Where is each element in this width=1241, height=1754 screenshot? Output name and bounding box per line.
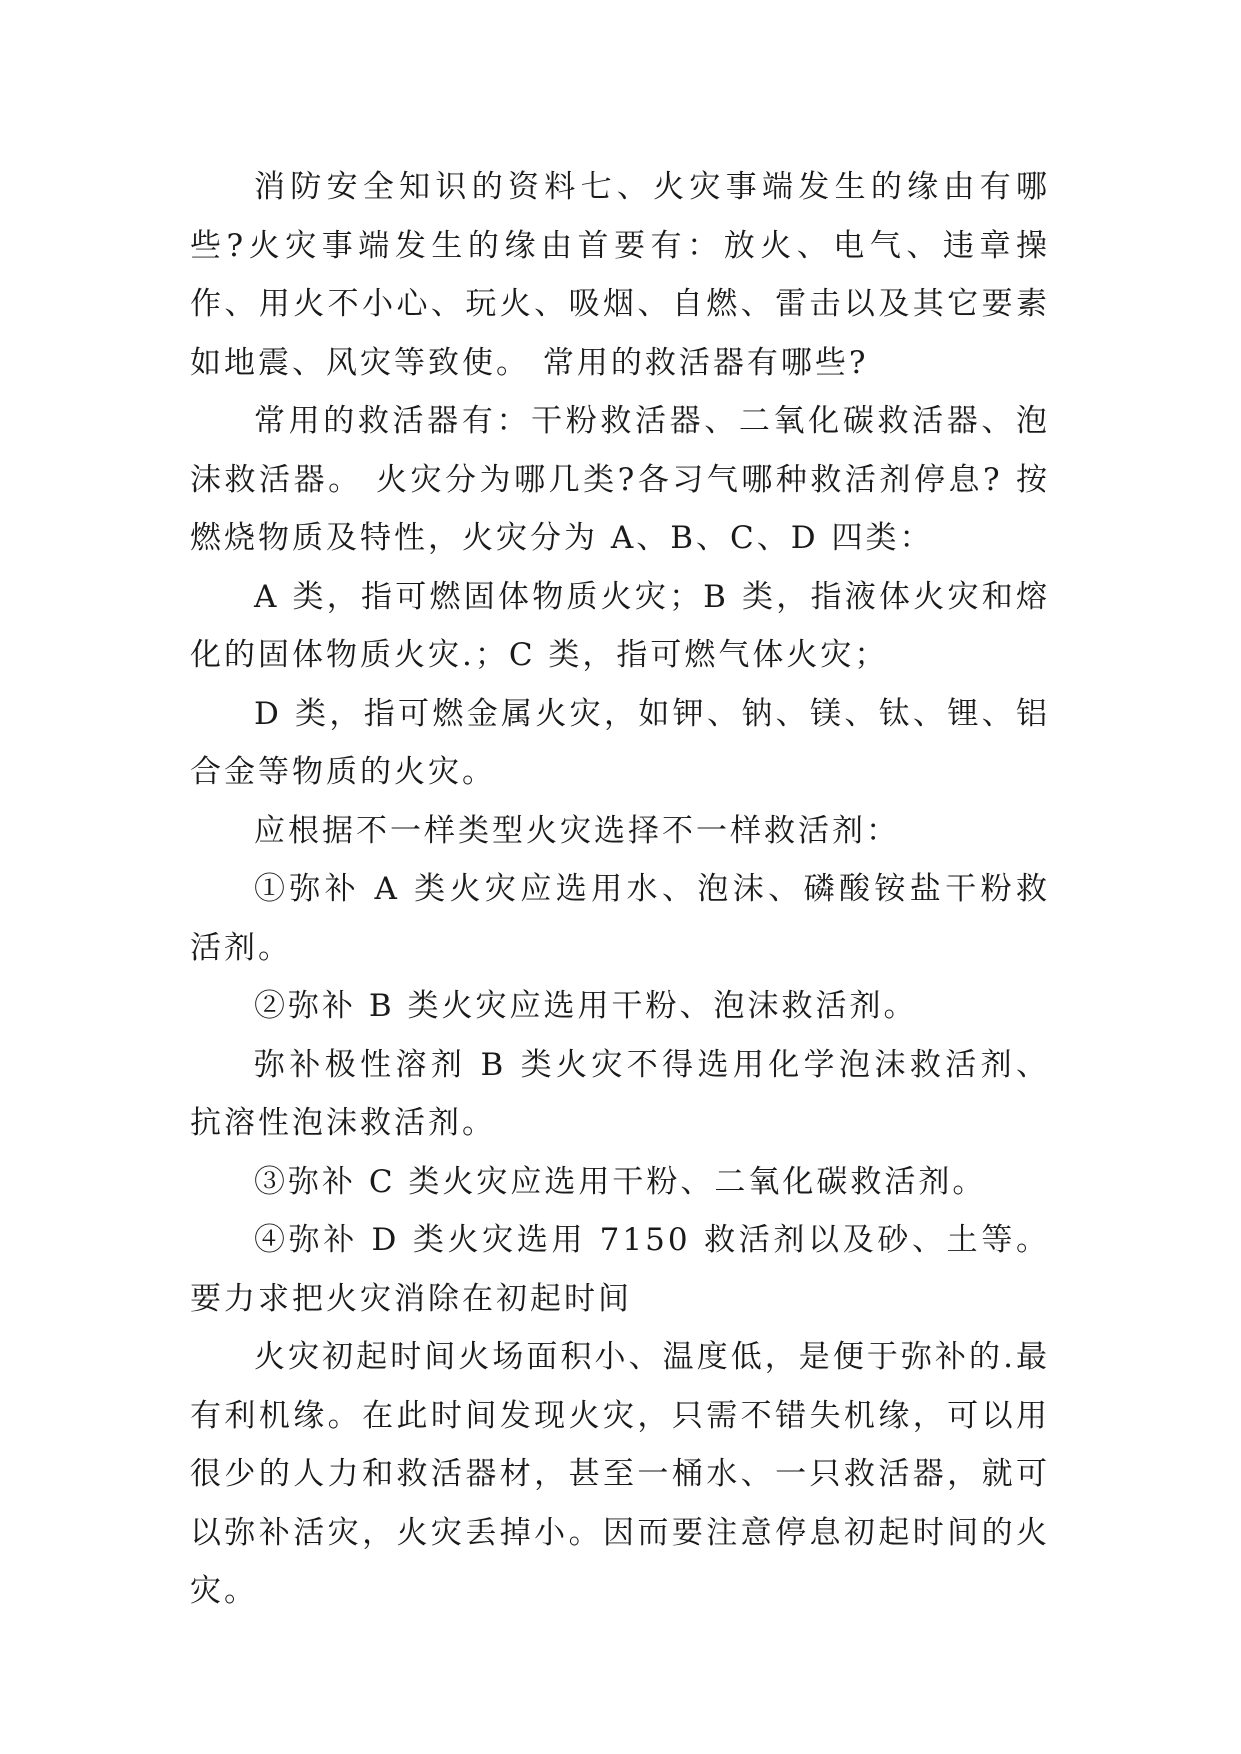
document-body — [190, 158, 1050, 1621]
paragraph: ②弥补 B 类火灾应选用干粉、泡沫救活剂。 — [254, 988, 918, 1024]
paragraph: D 类，指可燃金属火灾，如钾、钠、镁、钛、锂、铝合金等物质的火灾。 — [190, 695, 1050, 790]
paragraph: 火灾初起时间火场面积小、温度低，是便于弥补的.最有利机缘。在此时间发现火灾，只需不错失机缘，可以用很少的人力和救活器材，甚至一桶水、一只救活器，就可以弥补活灾，火灾丢掉小。因而要注意停息初起时间的火灾。 — [190, 1339, 1050, 1609]
paragraph: 弥补极性溶剂 B 类火灾不得选用化学泡沫救活剂、抗溶性泡沫救活剂。 — [190, 1046, 1050, 1141]
paragraph: 常用的救活器有：干粉救活器、二氧化碳救活器、泡沫救活器。 火灾分为哪几类?各习气哪种救活剂停息? 按燃烧物质及特性，火灾分为 A、B、C、D 四类： — [190, 403, 1050, 556]
paragraph: A 类，指可燃固体物质火灾；B 类，指液体火灾和熔化的固体物质火灾.；C 类，指可燃气体火灾； — [190, 578, 1050, 673]
paragraph: ①弥补 A 类火灾应选用水、泡沫、磷酸铵盐干粉救活剂。 — [190, 871, 1050, 966]
paragraph: ③弥补 C 类火灾应选用干粉、二氧化碳救活剂。 — [254, 1163, 987, 1200]
paragraph: 消防安全知识的资料七、火灾事端发生的缘由有哪些?火灾事端发生的缘由首要有：放火、电气、违章操作、用火不小心、玩火、吸烟、自燃、雷击以及其它要素如地震、风灾等致使。 常用的救活器有哪些? — [190, 169, 1050, 381]
paragraph: ④弥补 D 类火灾选用 7150 救活剂以及砂、土等。 要力求把火灾消除在初起时间 — [190, 1222, 1050, 1317]
paragraph: 应根据不一样类型火灾选择不一样救活剂： — [254, 812, 900, 849]
